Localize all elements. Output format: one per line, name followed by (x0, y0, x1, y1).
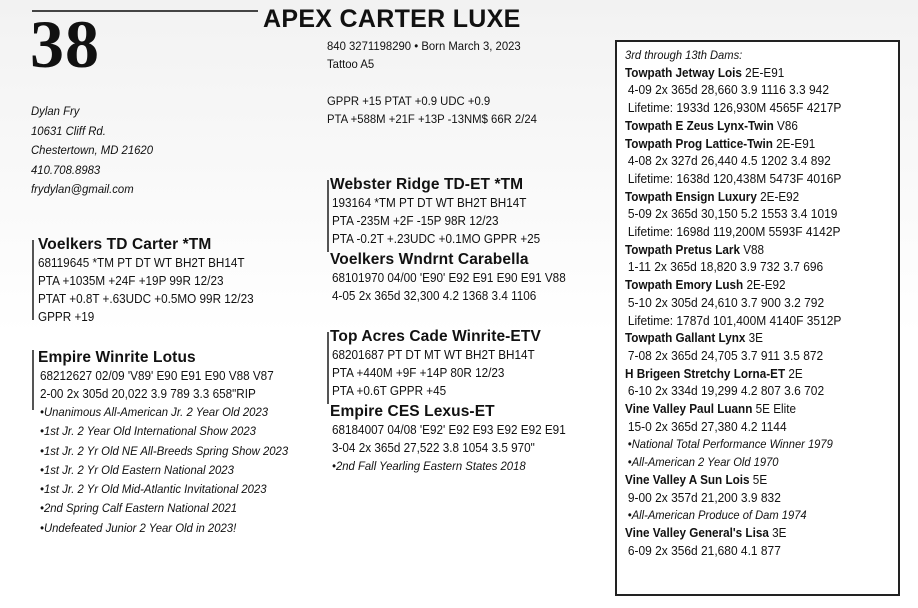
dam-record-line: 6-09 2x 356d 21,680 4.1 877 (627, 543, 781, 558)
mgd-award: •2nd Fall Yearling Eastern States 2018 (332, 459, 526, 473)
dam-classification: 2E (785, 366, 803, 381)
pgd-line: 4-05 2x 365d 32,300 4.2 1368 3.4 1106 (332, 289, 537, 303)
dam-entry-name (625, 118, 876, 136)
dam-name: Vine Valley A Sun Lois (625, 472, 750, 487)
pgs-line: PTA -0.2T +.23UDC +0.1MO GPPR +25 (332, 232, 541, 246)
pgs-bracket (327, 180, 329, 252)
sire-line: PTAT +0.8T +.63UDC +0.5MO 99R 12/23 (38, 292, 254, 306)
dam-name: Vine Valley Paul Luann (625, 402, 753, 417)
consignor-name: Dylan Fry (31, 104, 80, 118)
dam-record-line: 6-10 2x 334d 19,299 4.2 807 3.6 702 (627, 384, 825, 399)
maternal-grandsire-block (330, 328, 550, 400)
dam-name: Empire Winrite Lotus (38, 349, 196, 366)
dam-record-line: 4-09 2x 365d 28,660 3.9 1116 3.3 942 (627, 83, 829, 98)
dam-classification: 2E-E91 (741, 65, 785, 80)
maternal-granddam-block (330, 403, 583, 476)
dam-record-line: 5-09 2x 365d 30,150 5.2 1553 3.4 1019 (627, 207, 838, 222)
dam-record-line: Lifetime: 1638d 120,438M 5473F 4016P (627, 171, 842, 186)
dam-classification: 2E-E92 (743, 278, 786, 293)
dam-name: Towpath Emory Lush (625, 278, 744, 293)
dam-classification: 3E (745, 331, 763, 346)
pgs-line: 193164 *TM PT DT WT BH2T BH14T (332, 196, 527, 210)
dam-entry-name (625, 189, 876, 207)
dam-entry-name (625, 136, 876, 154)
sire-block (38, 236, 270, 326)
mgd-line: 3-04 2x 365d 27,522 3.8 1054 3.5 970" (332, 441, 535, 455)
mgs-bracket (327, 332, 329, 404)
dam-record-line: 15-0 2x 365d 27,380 4.2 1144 (627, 419, 787, 434)
dam-record-line: 4-08 2x 327d 26,440 4.5 1202 3.4 892 (627, 154, 831, 169)
dam-line: 68212627 02/09 'V89' E90 E91 E90 V88 V87 (40, 369, 274, 383)
dam-award: •1st Jr. 2 Yr Old NE All-Breeds Spring Show 2023 (40, 443, 289, 458)
dam-award: •Unanimous All-American Jr. 2 Year Old 2023 (40, 405, 269, 419)
sire-line: GPPR +19 (38, 310, 95, 324)
dam-classification: V88 (739, 242, 765, 257)
sire-line: 68119645 *TM PT DT WT BH2T BH14T (38, 256, 245, 270)
dam-awards (40, 403, 310, 538)
sire-name: Voelkers TD Carter *TM (38, 236, 212, 253)
dams-heading: 3rd through 13th Dams: (625, 48, 743, 62)
sire-bracket (32, 240, 34, 320)
dam-entry-name (625, 366, 876, 384)
animal-tattoo: Tattoo A5 (327, 57, 375, 71)
animal-name: APEX CARTER LUXE (263, 5, 521, 33)
dam-award: •1st Jr. 2 Year Old International Show 2023 (40, 424, 256, 439)
dam-classification: V86 (773, 118, 798, 133)
maternal-grandsire-name: Top Acres Cade Winrite-ETV (330, 328, 541, 345)
dam-name: Towpath E Zeus Lynx-Twin (625, 118, 774, 133)
dam-name: Towpath Gallant Lynx (625, 331, 746, 346)
dam-name: Towpath Pretus Lark (625, 242, 740, 257)
dam-record-line: 1-11 2x 365d 18,820 3.9 732 3.7 696 (627, 260, 824, 275)
dam-classification: 5E Elite (752, 402, 796, 417)
dam-line: 2-00 2x 305d 20,022 3.9 789 3.3 658"RIP (40, 387, 256, 401)
dam-award: •1st Jr. 2 Yr Old Eastern National 2023 (40, 462, 234, 477)
dam-entry-name (625, 330, 876, 348)
consignor-block (31, 102, 164, 200)
dam-block (38, 349, 310, 538)
dam-record-line: 9-00 2x 357d 21,200 3.9 832 (627, 490, 781, 505)
dam-note: •All-American 2 Year Old 1970 (627, 455, 779, 470)
dam-name: Towpath Jetway Lois (625, 65, 742, 80)
dam-award: •1st Jr. 2 Yr Old Mid-Atlantic Invitational 2023 (40, 482, 267, 497)
dam-entry-name (625, 65, 876, 83)
dam-classification: 3E (768, 525, 787, 540)
dam-name: Vine Valley General's Lisa (625, 525, 769, 540)
dam-record-line: Lifetime: 1787d 101,400M 4140F 3512P (627, 313, 842, 328)
paternal-grandsire-name: Webster Ridge TD-ET *TM (330, 176, 524, 193)
pgd-line: 68101970 04/00 'E90' E92 E91 E90 E91 V88 (332, 271, 566, 285)
dam-record-line: Lifetime: 1933d 126,930M 4565F 4217P (627, 101, 842, 116)
pgs-line: PTA -235M +2F -15P 98R 12/23 (332, 214, 499, 228)
dam-note: •National Total Performance Winner 1979 (627, 437, 833, 452)
dam-classification: 2E-E92 (756, 189, 800, 204)
dam-name: Towpath Ensign Luxury (625, 189, 757, 204)
consignor-email: frydylan@gmail.com (31, 182, 134, 196)
dam-entry-name (625, 401, 876, 419)
mgd-line: 68184007 04/08 'E92' E92 E93 E92 E92 E91 (332, 423, 566, 437)
dam-entry-name (625, 277, 876, 295)
dam-entry-name (625, 242, 876, 260)
maternal-granddam-name: Empire CES Lexus-ET (330, 403, 495, 420)
dam-record-line: 5-10 2x 305d 24,610 3.7 900 3.2 792 (627, 295, 825, 310)
dams-list (625, 47, 895, 560)
paternal-granddam-name: Voelkers Wndrnt Carabella (330, 251, 529, 268)
mgs-line: PTA +0.6T GPPR +45 (332, 384, 447, 398)
dam-record-line: Lifetime: 1698d 119,200M 5593F 4142P (627, 225, 841, 240)
dam-name: Towpath Prog Lattice-Twin (625, 136, 773, 151)
sire-line: PTA +1035M +24F +19P 99R 12/23 (38, 274, 224, 288)
paternal-granddam-block (330, 251, 583, 305)
dam-award: •2nd Spring Calf Eastern National 2021 (40, 501, 238, 516)
dam-award: •Undefeated Junior 2 Year Old in 2023! (40, 520, 237, 535)
animal-genomics-2: PTA +588M +21F +13P -13NM$ 66R 2/24 (327, 112, 537, 126)
paternal-grandsire-block (330, 176, 556, 248)
dam-name: H Brigeen Stretchy Lorna-ET (625, 366, 786, 381)
mgs-line: 68201687 PT DT MT WT BH2T BH14T (332, 348, 535, 362)
mgd-awards (332, 457, 583, 476)
dam-record-line: 7-08 2x 365d 24,705 3.7 911 3.5 872 (627, 348, 824, 363)
dam-note: •All-American Produce of Dam 1974 (627, 508, 807, 523)
consignor-phone: 410.708.8983 (31, 162, 101, 177)
dam-entry-name (625, 472, 876, 490)
animal-genomics-1: GPPR +15 PTAT +0.9 UDC +0.9 (327, 94, 491, 108)
consignor-city: Chestertown, MD 21620 (31, 143, 154, 157)
dam-classification: 2E-E91 (772, 136, 816, 151)
lot-number: 38 (30, 6, 100, 82)
consignor-street: 10631 Cliff Rd. (31, 123, 106, 138)
dam-bracket (32, 350, 34, 410)
dam-classification: 5E (749, 472, 768, 487)
animal-id-line: 840 3271198290 • Born March 3, 2023 (327, 39, 521, 53)
mgs-line: PTA +440M +9F +14P 80R 12/23 (332, 366, 505, 380)
dam-entry-name (625, 525, 876, 543)
